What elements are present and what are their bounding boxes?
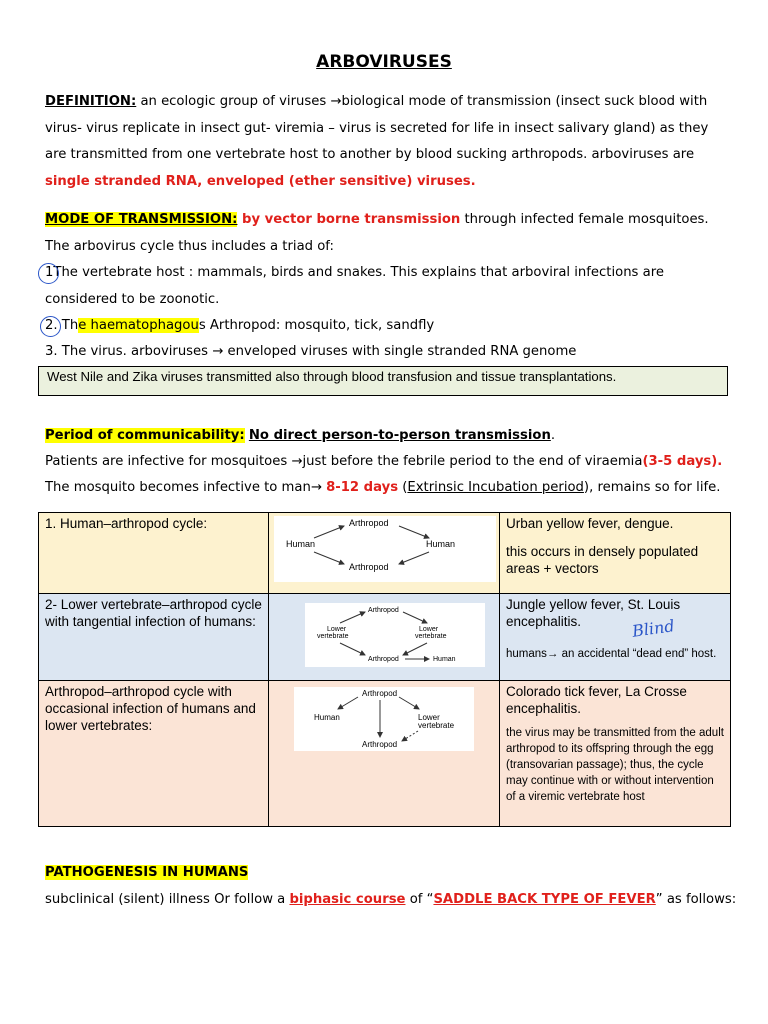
diagram-cell: [269, 513, 500, 594]
mode-heading-line: MODE OF TRANSMISSION: by vector borne transmission through infected female mosquitoes.: [45, 212, 709, 227]
cycle-diagram: [274, 516, 496, 582]
diagram-label: Lower: [327, 626, 347, 633]
diagram-arrow: [340, 643, 365, 655]
period-heading-line: Period of communicability: No direct person-to-person transmission.: [45, 428, 556, 443]
disease-note: the virus may be transmitted from the adult arthropod to its offspring through the egg (transovarian passage); thus, the cycle may continue with or without intervention of a viremic vertebrate host: [506, 727, 724, 803]
diagram-label: Human: [433, 656, 456, 663]
diagram-arrow: [399, 552, 429, 564]
diagram-arrow: [403, 643, 427, 655]
diagram-arrow: [399, 526, 429, 538]
definition-red-text: single stranded RNA, enveloped (ether sensitive) viruses.: [45, 173, 476, 189]
disease-cell: [500, 594, 731, 681]
diagram-label: Arthropod: [349, 562, 389, 572]
diagram-arrow: [314, 552, 344, 564]
diagram-label: Human: [314, 713, 340, 722]
diagram-cell: [269, 594, 500, 681]
period-line-2: Patients are infective for mosquitoes →just before the febrile period to the end of viraemia(3-5 days).: [45, 454, 723, 469]
diagram-label: Arthropod: [362, 689, 398, 698]
disease-cell: [500, 513, 731, 594]
diagram-arrow: [338, 697, 358, 709]
diagram-label: Human: [426, 539, 456, 549]
triad-item-1: 1The vertebrate host : mammals, birds and snakes. This explains that arboviral infections are: [45, 265, 664, 280]
disease-cell: [500, 681, 731, 827]
cycle-diagram: [305, 603, 485, 667]
page-title: ARBOVIRUSES: [316, 52, 452, 72]
diagram-arrow: [402, 731, 418, 741]
note-box: West Nile and Zika viruses transmitted also through blood transfusion and tissue transplantations.: [38, 366, 728, 396]
disease-note: humans→ an accidental “dead end” host.: [506, 648, 717, 660]
diagram-label: Arthropod: [368, 656, 399, 663]
diagram-arrow: [314, 526, 344, 538]
diagram-arrow: [403, 612, 427, 623]
triad-line: The arbovirus cycle thus includes a triad of:: [45, 239, 334, 254]
table-row: [39, 681, 731, 827]
cycle-table: [38, 512, 731, 827]
diagram-label: Arthropod: [362, 740, 398, 749]
pathogenesis-line: subclinical (silent) illness Or follow a biphasic course of “SADDLE BACK TYPE OF FEVER” as follows:: [45, 892, 737, 907]
diagram-svg: [305, 603, 485, 667]
disease-text: Colorado tick fever, La Crosse encephalitis.: [506, 684, 687, 716]
definition-paragraph: DEFINITION: an ecologic group of viruses →biological mode of transmission (insect suck blood with virus- virus replicate in insect gut- viremia – virus is secreted for life in insect salivary gland) as they are transmitted from one vertebrate host to another by blood sucking arthropods. arboviruses are single stranded RNA, enveloped (ether sensitive) viruses.: [45, 89, 735, 195]
diagram-label: vertebrate: [418, 721, 455, 730]
table-row: [39, 594, 731, 681]
disease-text: Urban yellow fever, dengue.: [506, 516, 674, 531]
triad-item-3: 3. The virus. arboviruses → enveloped viruses with single stranded RNA genome: [45, 344, 577, 359]
diagram-label: Human: [286, 539, 316, 549]
hand-circle-mark: [40, 316, 61, 337]
hand-circle-mark: [38, 263, 59, 284]
period-line-3: The mosquito becomes infective to man→ 8-12 days (Extrinsic Incubation period), remains so for life.: [45, 480, 721, 495]
diagram-label: Lower: [418, 713, 440, 722]
diagram-svg: [294, 687, 474, 751]
handwritten-annotation: Blind: [630, 616, 676, 641]
triad-item-1-cont: considered to be zoonotic.: [45, 292, 220, 307]
period-label: Period of communicability:: [45, 428, 245, 443]
cycle-diagram: [294, 687, 474, 751]
definition-label: DEFINITION:: [45, 94, 137, 109]
pathogenesis-heading: PATHOGENESIS IN HUMANS: [45, 865, 249, 880]
table-row: [39, 513, 731, 594]
diagram-label: Lower: [419, 626, 439, 633]
diagram-svg: [274, 516, 496, 582]
diagram-arrow: [399, 697, 419, 709]
diagram-label: Arthropod: [368, 607, 399, 614]
diagram-label: vertebrate: [317, 633, 349, 640]
mode-label: MODE OF TRANSMISSION:: [45, 212, 238, 227]
diagram-label: Arthropod: [349, 518, 389, 528]
disease-text: Jungle yellow fever, St. Louis encephalitis.: [506, 597, 681, 629]
cycle-cell: 2- Lower vertebrate–arthropod cycle with tangential infection of humans:: [39, 594, 269, 681]
diagram-cell: [269, 681, 500, 827]
cycle-cell: Arthropod–arthropod cycle with occasional infection of humans and lower vertebrates:: [39, 681, 269, 827]
disease-note: this occurs in densely populated areas + vectors: [506, 544, 699, 576]
cycle-cell: 1. Human–arthropod cycle:: [39, 513, 269, 594]
diagram-arrow: [340, 612, 365, 623]
diagram-label: vertebrate: [415, 633, 447, 640]
triad-item-2: 2. The haematophagous Arthropod: mosquito, tick, sandfly: [45, 318, 435, 333]
